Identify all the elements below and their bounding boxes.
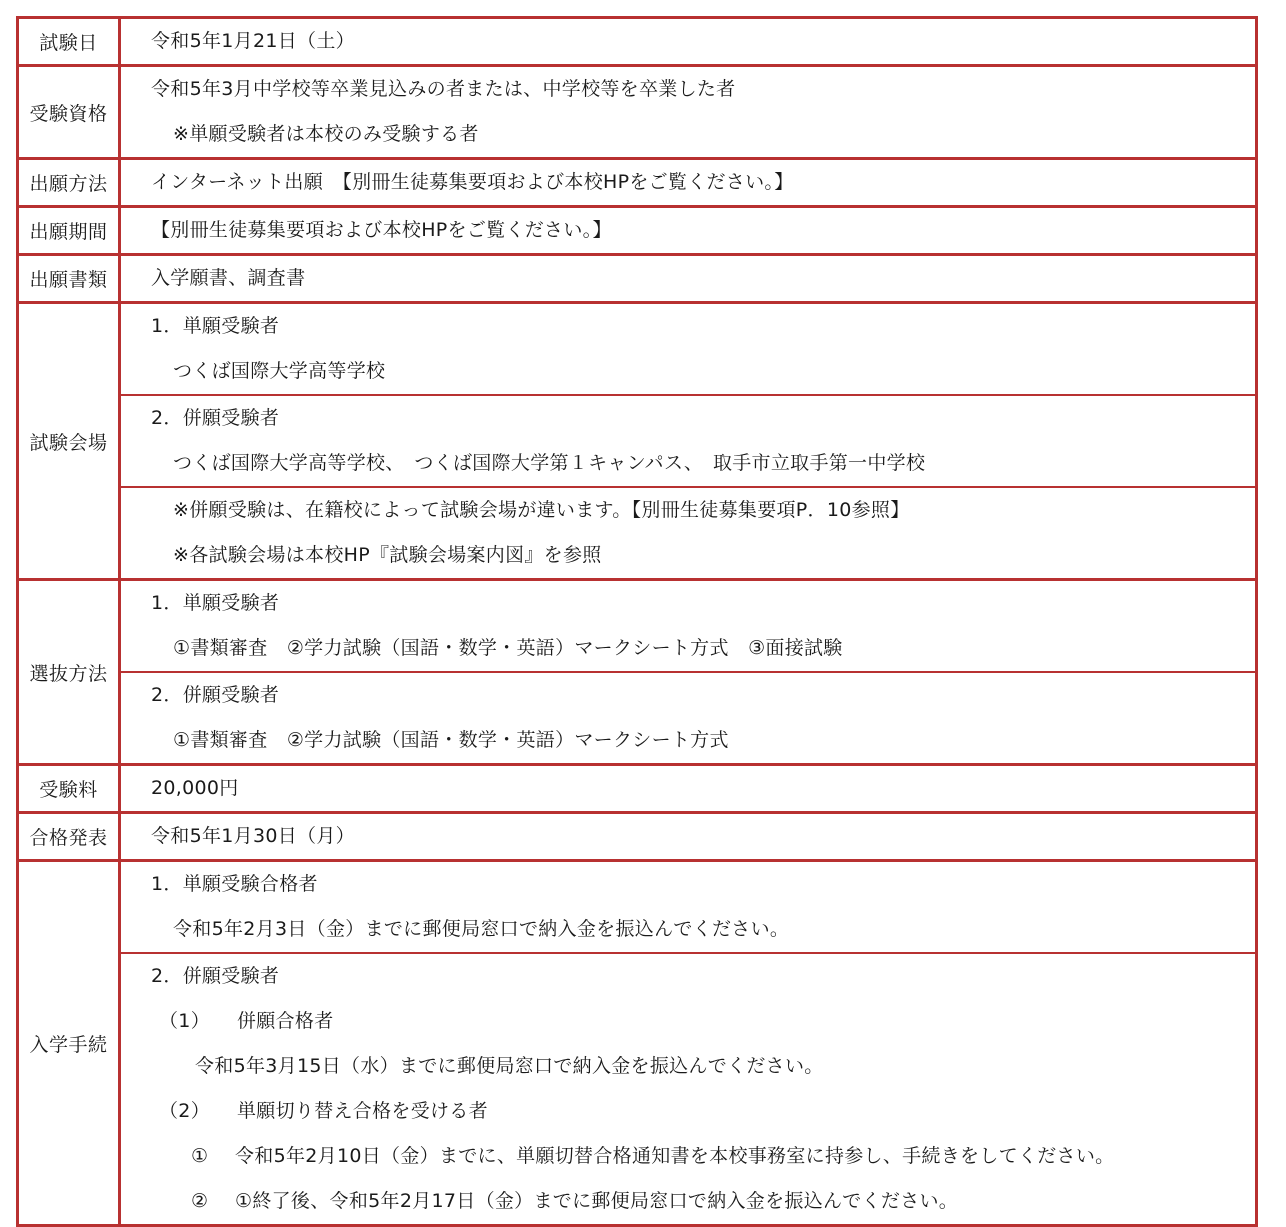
admission-section-2 xyxy=(121,952,1255,1224)
admission-section-1 xyxy=(121,862,1255,952)
method-value: インターネット出願 【別冊生徒募集要項および本校HPをご覧ください。】 xyxy=(151,171,794,193)
label-documents: 出願書類 xyxy=(18,255,120,303)
label-admission: 入学手続 xyxy=(18,861,120,1226)
admission-p1-title: 併願合格者 xyxy=(237,1010,334,1032)
label-eligibility: 受験資格 xyxy=(18,66,120,159)
admission-single-title: 1．単願受験合格者 xyxy=(151,873,318,895)
row-selection xyxy=(18,580,1257,765)
row-fee xyxy=(18,765,1257,813)
row-documents xyxy=(18,255,1257,303)
label-result: 合格発表 xyxy=(18,813,120,861)
admission-p2-heading xyxy=(151,1089,1255,1134)
venue-single-title: 1．単願受験者 xyxy=(151,315,280,337)
venue-section-notes xyxy=(121,486,1255,578)
period-value: 【別冊生徒募集要項および本校HPをご覧ください。】 xyxy=(151,219,612,241)
row-exam-date xyxy=(18,18,1257,66)
label-fee: 受験料 xyxy=(18,765,120,813)
label-period: 出願期間 xyxy=(18,207,120,255)
exam-info-table xyxy=(16,16,1258,1227)
admission-p2-title: 単願切り替え合格を受ける者 xyxy=(237,1100,488,1122)
label-exam-date: 試験日 xyxy=(18,18,120,66)
fee-value: 20,000円 xyxy=(151,777,239,799)
admission-item-1-text: 令和5年2月10日（金）までに、単願切替合格通知書を本校事務室に持参し、手続きをしてください。 xyxy=(235,1145,1115,1167)
venue-section-2 xyxy=(121,394,1255,486)
selection-single-text: ①書類審査 ②学力試験（国語・数学・英語）マークシート方式 ③面接試験 xyxy=(173,637,843,659)
admission-item-1 xyxy=(151,1134,1255,1179)
result-value: 令和5年1月30日（月） xyxy=(151,825,355,847)
selection-section-1 xyxy=(121,581,1255,671)
label-selection: 選抜方法 xyxy=(18,580,120,765)
venue-combined-title: 2．併願受験者 xyxy=(151,407,280,429)
selection-combined-title: 2．併願受験者 xyxy=(151,684,280,706)
admission-p1-text: 令和5年3月15日（水）までに郵便局窓口で納入金を振込んでください。 xyxy=(195,1055,824,1077)
admission-item-1-marker: ① xyxy=(191,1145,209,1167)
eligibility-note: ※単願受験者は本校のみ受験する者 xyxy=(173,123,479,145)
admission-item-2-text: ①終了後、令和5年2月17日（金）までに郵便局窓口で納入金を振込んでください。 xyxy=(235,1190,959,1212)
selection-section-2 xyxy=(121,671,1255,763)
exam-date-value: 令和5年1月21日（土） xyxy=(151,30,355,52)
selection-combined-text: ①書類審査 ②学力試験（国語・数学・英語）マークシート方式 xyxy=(173,729,729,751)
label-method: 出願方法 xyxy=(18,159,120,207)
admission-p2-marker: （2） xyxy=(159,1100,210,1122)
documents-value: 入学願書、調査書 xyxy=(151,267,306,289)
venue-note-1: ※併願受験は、在籍校によって試験会場が違います。【別冊生徒募集要項P．10参照】 xyxy=(173,499,910,521)
row-method xyxy=(18,159,1257,207)
row-result xyxy=(18,813,1257,861)
venue-note-2: ※各試験会場は本校HP『試験会場案内図』を参照 xyxy=(173,544,602,566)
admission-combined-title: 2．併願受験者 xyxy=(151,965,280,987)
row-admission xyxy=(18,861,1257,1226)
venue-single-text: つくば国際大学高等学校 xyxy=(173,360,386,382)
eligibility-line: 令和5年3月中学校等卒業見込みの者または、中学校等を卒業した者 xyxy=(151,78,736,100)
row-eligibility xyxy=(18,66,1257,159)
admission-p1-marker: （1） xyxy=(159,1010,210,1032)
admission-item-2 xyxy=(151,1179,1255,1224)
admission-single-text: 令和5年2月3日（金）までに郵便局窓口で納入金を振込んでください。 xyxy=(173,918,790,940)
label-venue: 試験会場 xyxy=(18,303,120,580)
row-venue xyxy=(18,303,1257,580)
admission-p1-heading xyxy=(151,999,1255,1044)
selection-single-title: 1．単願受験者 xyxy=(151,592,280,614)
admission-item-2-marker: ② xyxy=(191,1190,209,1212)
row-period xyxy=(18,207,1257,255)
venue-combined-text: つくば国際大学高等学校、 つくば国際大学第１キャンパス、 取手市立取手第一中学校 xyxy=(173,452,926,474)
venue-section-1 xyxy=(121,304,1255,394)
